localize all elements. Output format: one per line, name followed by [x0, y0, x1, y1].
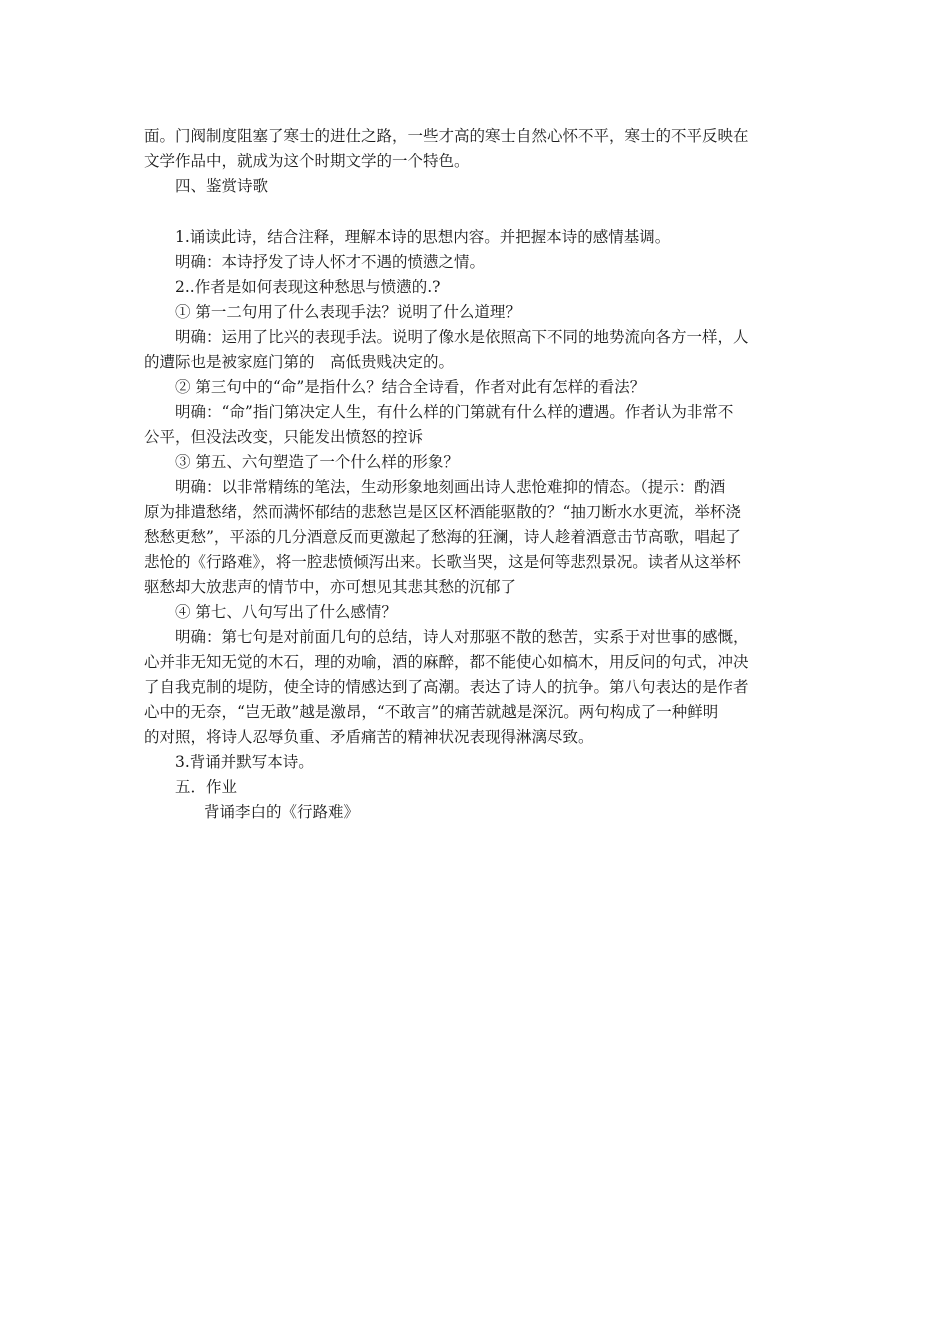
paragraph-line: 面。门阀制度阻塞了寒士的进仕之路，一些才高的寒士自然心怀不平，寒士的不平反映在: [144, 127, 749, 145]
section-heading: 五．作业: [175, 778, 238, 796]
sub-question-line: ③ 第五、六句塑造了一个什么样的形象？: [175, 453, 459, 471]
answer-line: 心并非无知无觉的木石，理的劝喻，酒的麻醉，都不能使心如槁木，用反问的句式，冲决: [144, 653, 749, 671]
answer-line: 公平，但没法改变，只能发出愤怒的控诉: [144, 428, 424, 446]
answer-line: 原为排遣愁绪，然而满怀郁结的悲愁岂是区区杯酒能驱散的？“抽刀断水水更流，举杯浇: [144, 503, 741, 521]
answer-line: 心中的无奈，“岂无敢”越是激昂，“不敢言”的痛苦就越是深沉。两句构成了一种鲜明: [144, 703, 719, 721]
answer-line: 的对照，将诗人忍辱负重、矛盾痛苦的精神状况表现得淋漓尽致。: [144, 728, 594, 746]
answer-line: 驱愁却大放悲声的情节中，亦可想见其悲其愁的沉郁了: [144, 578, 517, 596]
answer-line: 明确：“命”指门第决定人生，有什么样的门第就有什么样的遭遇。作者认为非常不: [175, 403, 734, 421]
question-line: 3.背诵并默写本诗。: [175, 753, 314, 771]
answer-line: 明确：运用了比兴的表现手法。说明了像水是依照高下不同的地势流向各方一样，人: [175, 328, 749, 346]
paragraph-line: 文学作品中，就成为这个时期文学的一个特色。: [144, 152, 470, 170]
answer-line: 愁愁更愁”，平添的几分酒意反而更激起了愁海的狂澜，诗人趁着酒意击节高歌，唱起了: [144, 528, 741, 546]
answer-line: 明确：以非常精练的笔法，生动形象地刻画出诗人悲怆难抑的情态。（提示：酌酒: [175, 478, 726, 496]
question-line: 1.诵读此诗，结合注释，理解本诗的思想内容。并把握本诗的感情基调。: [175, 228, 671, 246]
homework-line: 背诵李白的《行路难》: [204, 803, 360, 821]
section-heading: 四、鉴赏诗歌: [175, 177, 269, 195]
answer-line: 的遭际也是被家庭门第的 高低贵贱决定的。: [144, 353, 455, 371]
answer-line: 了自我克制的堤防，使全诗的情感达到了高潮。表达了诗人的抗争。第八句表达的是作者: [144, 678, 749, 696]
answer-line: 明确：本诗抒发了诗人怀才不遇的愤懑之情。: [175, 253, 486, 271]
sub-question-line: ② 第三句中的“命”是指什么？结合全诗看，作者对此有怎样的看法？: [175, 378, 646, 396]
question-line: 2..作者是如何表现这种愁思与愤懑的.?: [175, 278, 441, 296]
sub-question-line: ① 第一二句用了什么表现手法？说明了什么道理？: [175, 303, 521, 321]
answer-line: 悲怆的《行路难》，将一腔悲愤倾泻出来。长歌当哭，这是何等悲烈景况。读者从这举杯: [144, 553, 741, 571]
answer-line: 明确：第七句是对前面几句的总结，诗人对那驱不散的愁苦，实系于对世事的感慨，: [175, 628, 749, 646]
sub-question-line: ④ 第七、八句写出了什么感情？: [175, 603, 397, 621]
